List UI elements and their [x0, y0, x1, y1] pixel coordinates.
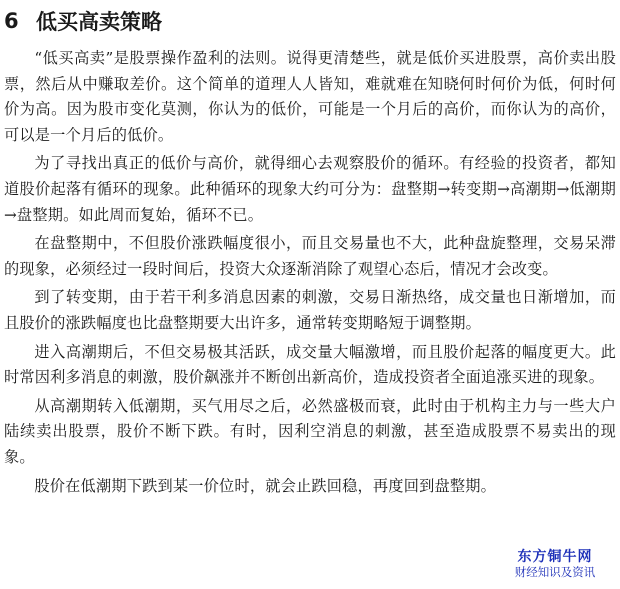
watermark-tagline: 财经知识及资讯 — [514, 565, 596, 579]
section-title: 低买高卖策略 — [36, 10, 162, 34]
paragraph: 为了寻找出真正的低价与高价，就得细心去观察股价的循环。有经验的投资者，都知道股价起落有循环的现象。此种循环的现象大约可分为：盘整期→转变期→高潮期→低潮期→盘整期。如此周而复始，循环不已。 — [4, 154, 616, 224]
paragraph: 到了转变期，由于若干利多消息因素的刺激，交易日渐热络，成交量也日渐增加，而且股价的涨跌幅度也比盘整期要大出许多，通常转变期略短于调整期。 — [4, 288, 616, 332]
site-watermark — [496, 547, 614, 581]
body-text — [4, 46, 616, 499]
paragraph: 从高潮期转入低潮期，买气用尽之后，必然盛极而衰，此时由于机构主力与一些大户陆续卖出股票，股价不断下跌。有时，因利空消息的刺激，甚至造成股票不易卖出的现象。 — [4, 396, 616, 466]
paragraph: “低买高卖”是股票操作盈利的法则。说得更清楚些，就是低价买进股票，高价卖出股票，然后从中赚取差价。这个简单的道理人人皆知，难就难在知晓何时何价为低，何时何价为高。因为股市变化莫测，你认为的低价，可能是一个月后的高价，而你认为的高价，可以是一个月后的低价。 — [4, 49, 616, 144]
paragraph: 进入高潮期后，不但交易极其活跃，成交量大幅激增，而且股价起落的幅度更大。此时常因利多消息的刺激，股价飙涨并不断创出新高价，造成投资者全面追涨买进的现象。 — [4, 342, 616, 387]
section-heading — [4, 6, 162, 36]
watermark-brand: 东方铜牛网 — [517, 549, 593, 565]
paragraph: 股价在低潮期下跌到某一价位时，就会止跌回稳，再度回到盘整期。 — [34, 476, 497, 495]
section-number: 6 — [4, 9, 19, 33]
paragraph: 在盘整期中，不但股价涨跌幅度很小，而且交易量也不大，此种盘旋整理，交易呆滞的现象，必须经过一段时间后，投资大众逐渐消除了观望心态后，情况才会改变。 — [4, 234, 616, 278]
